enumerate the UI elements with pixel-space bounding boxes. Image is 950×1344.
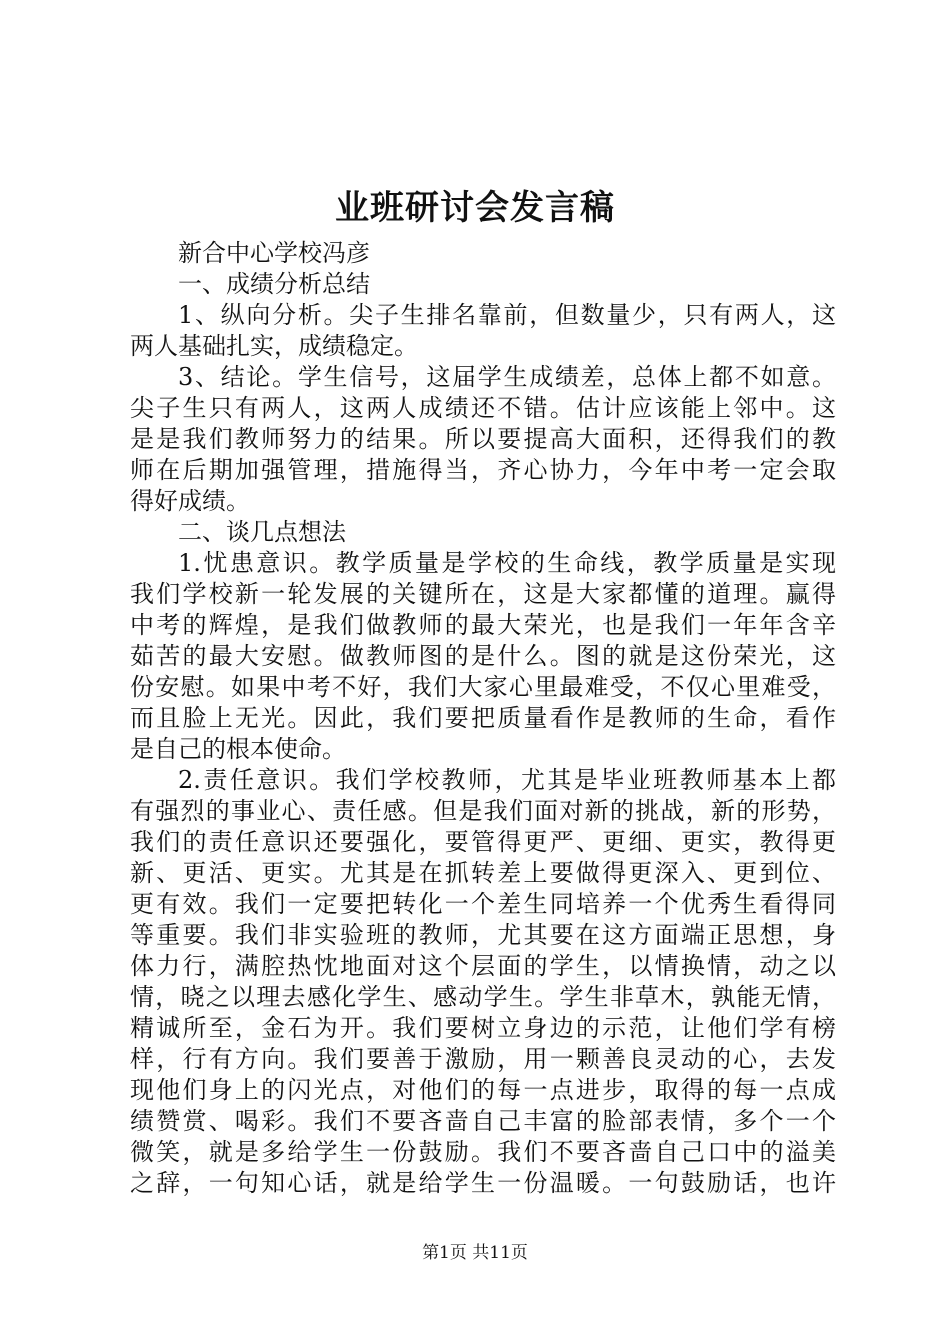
paragraph-line: 微笑，就是多给学生一份鼓励。我们不要吝啬自己口中的溢美 (130, 1138, 836, 1166)
paragraph-line: 体力行，满腔热忱地面对这个层面的学生，以情换情，动之以 (130, 952, 836, 980)
paragraph-line: 是是我们教师努力的结果。所以要提高大面积，还得我们的教 (130, 425, 836, 453)
paragraph-line: 两人基础扎实，成绩稳定。 (130, 332, 418, 360)
paragraph-line: 精诚所至，金石为开。我们要树立身边的示范，让他们学有榜 (130, 1014, 836, 1042)
page-number-footer: 第1页 共11页 (422, 1243, 528, 1263)
author-line: 新合中心学校冯彦 (178, 239, 370, 267)
paragraph-line: 情，晓之以理去感化学生、感动学生。学生非草木，孰能无情， (130, 983, 836, 1011)
paragraph-line: 2.责任意识。我们学校教师，尤其是毕业班教师基本上都 (178, 766, 836, 794)
section-heading: 一、成绩分析总结 (178, 270, 370, 298)
paragraph-line: 有强烈的事业心、责任感。但是我们面对新的挑战，新的形势， (130, 797, 836, 825)
paragraph-line: 之辞，一句知心话，就是给学生一份温暖。一句鼓励话，也许 (130, 1169, 836, 1197)
paragraph-line: 绩赞赏、喝彩。我们不要吝啬自己丰富的脸部表情，多个一个 (130, 1107, 836, 1135)
paragraph-line: 新、更活、更实。尤其是在抓转差上要做得更深入、更到位、 (130, 859, 836, 887)
paragraph-line: 我们的责任意识还要强化，要管得更严、更细、更实，教得更 (130, 828, 836, 856)
paragraph-line: 1、纵向分析。尖子生排名靠前，但数量少，只有两人，这 (178, 301, 836, 329)
paragraph-line: 更有效。我们一定要把转化一个差生同培养一个优秀生看得同 (130, 890, 836, 918)
document-title: 业班研讨会发言稿 (335, 188, 615, 228)
paragraph-line: 我们学校新一轮发展的关键所在，这是大家都懂的道理。赢得 (130, 580, 836, 608)
paragraph-line: 得好成绩。 (130, 487, 250, 515)
paragraph-line: 师在后期加强管理，措施得当，齐心协力，今年中考一定会取 (130, 456, 836, 484)
paragraph-line: 3、结论。学生信号，这届学生成绩差，总体上都不如意。 (178, 363, 836, 391)
paragraph-line: 尖子生只有两人，这两人成绩还不错。估计应该能上邻中。这 (130, 394, 836, 422)
paragraph-line: 现他们身上的闪光点，对他们的每一点进步，取得的每一点成 (130, 1076, 836, 1104)
paragraph-line: 样，行有方向。我们要善于激励，用一颗善良灵动的心，去发 (130, 1045, 836, 1073)
section-heading: 二、谈几点想法 (178, 518, 346, 546)
paragraph-line: 等重要。我们非实验班的教师，尤其要在这方面端正思想，身 (130, 921, 836, 949)
paragraph-line: 而且脸上无光。因此，我们要把质量看作是教师的生命，看作 (130, 704, 836, 732)
document-body (130, 238, 836, 1199)
paragraph-line: 茹苦的最大安慰。做教师图的是什么。图的就是这份荣光，这 (130, 642, 836, 670)
paragraph-line: 中考的辉煌，是我们做教师的最大荣光，也是我们一年年含辛 (130, 611, 836, 639)
paragraph-line: 份安慰。如果中考不好，我们大家心里最难受，不仅心里难受， (130, 673, 836, 701)
paragraph-line: 是自己的根本使命。 (130, 735, 346, 763)
paragraph-line: 1.忧患意识。教学质量是学校的生命线，教学质量是实现 (178, 549, 836, 577)
